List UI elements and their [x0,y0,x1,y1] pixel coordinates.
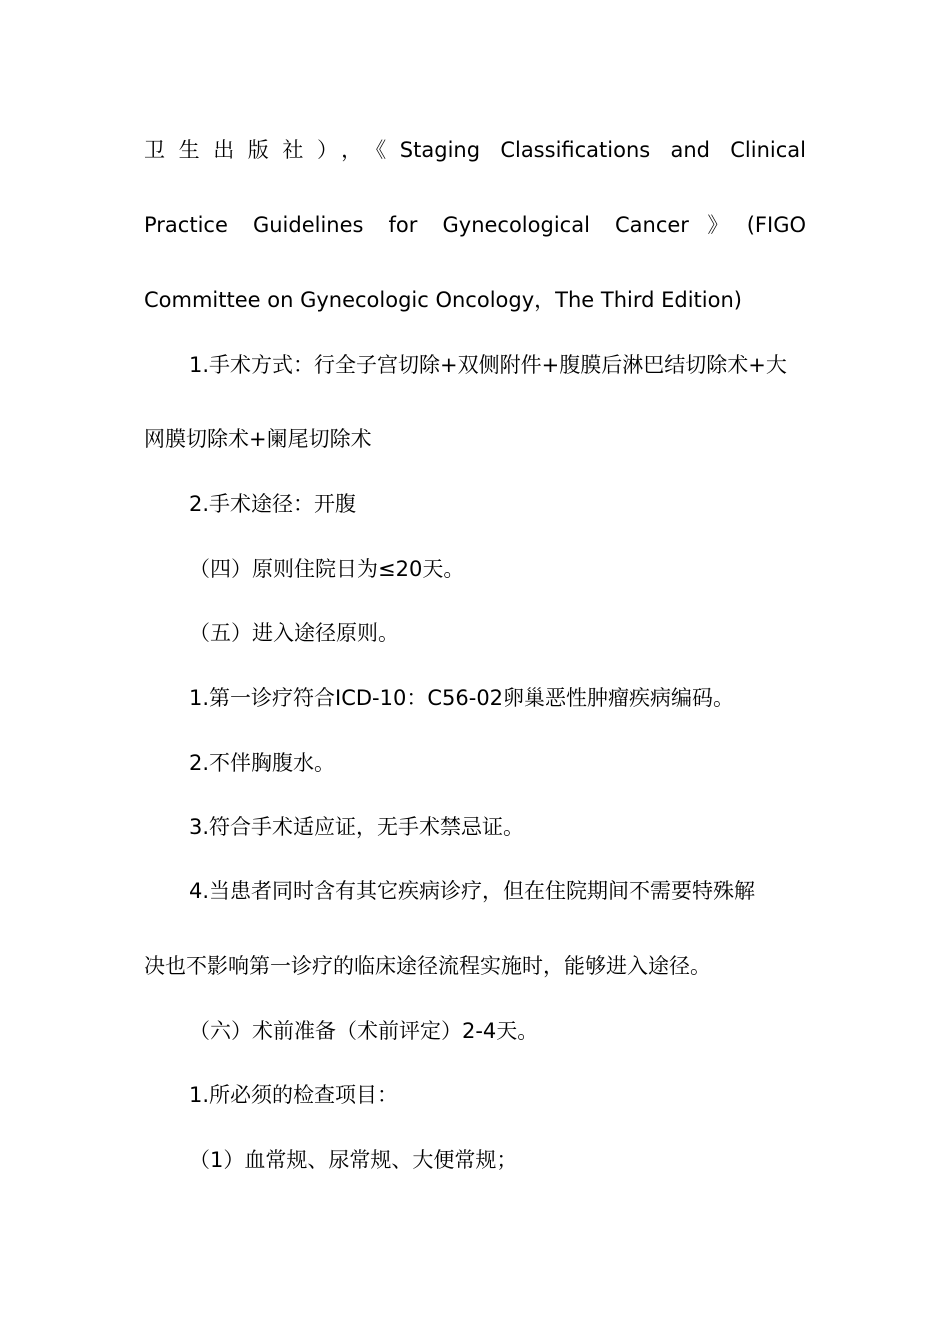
section-heading-hospital-days: （四）原则住院日为≤20天。 [189,557,465,581]
text-line-comorbidity-continued: 决也不影响第一诊疗的临床途径流程实施时，能够进入途径。 [144,954,711,978]
text-line-comorbidity: 4.当患者同时含有其它疾病诊疗，但在住院期间不需要特殊解 [189,879,756,903]
text-line-surgery-method: 1.手术方式：行全子宫切除+双侧附件+腹膜后淋巴结切除术+大 [189,353,787,377]
section-heading-entry-principles: （五）进入途径原则。 [189,621,399,645]
text-line-required-exams: 1.所必须的检查项目： [189,1083,399,1107]
text-line-surgical-indication: 3.符合手术适应证，无手术禁忌证。 [189,815,525,839]
section-heading-preop-prep: （六）术前准备（术前评定）2-4天。 [189,1019,539,1043]
text-line-icd-code: 1.第一诊疗符合ICD-10：C56-02卵巢恶性肿瘤疾病编码。 [189,686,735,710]
text-line-surgery-method-continued: 网膜切除术+阑尾切除术 [144,427,372,451]
text-line-publisher-staging: 卫生出版社），《Staging Classifications and Clinical [144,138,806,162]
text-line-surgery-route: 2.手术途径：开腹 [189,492,357,516]
text-line-figo-committee: Committee on Gynecologic Oncology，The Third Edition) [144,288,742,312]
text-line-practice-guidelines: Practice Guidelines for Gynecological Cancer》(FIGO [144,213,806,237]
text-line-routine-tests: （1）血常规、尿常规、大便常规； [189,1148,518,1172]
text-line-no-effusion: 2.不伴胸腹水。 [189,751,336,775]
